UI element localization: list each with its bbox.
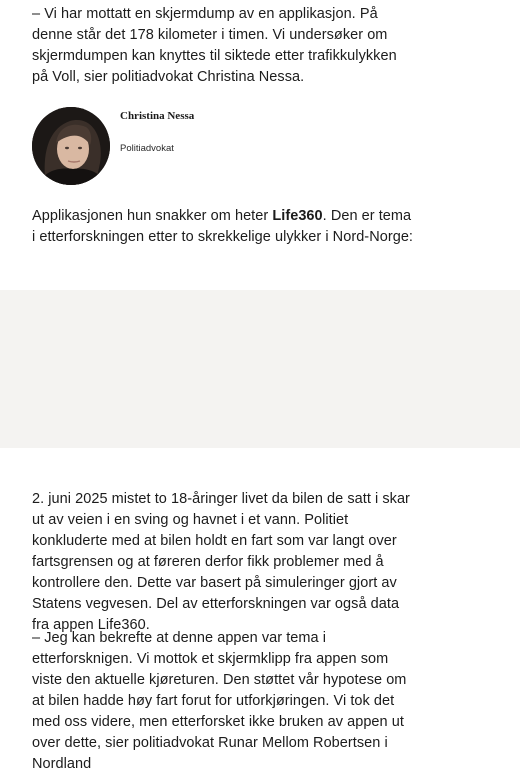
byline-card <box>32 107 416 187</box>
byline-role: Politiadvokat <box>120 143 174 154</box>
avatar <box>32 107 110 185</box>
app-intro-text-before: Applikasjonen hun snakker om heter <box>32 208 273 224</box>
article-paragraph-app-intro <box>32 206 416 248</box>
app-intro-text-after: . Den er tema i etterforskningen etter to skrekkelige ulykker i Nord-Norge: <box>32 208 414 245</box>
article-paragraph-quote-robertsen: – Jeg kan bekrefte at denne appen var tema i etterforsknigen. Vi mottok et skjermklipp fra appen som viste den aktuelle kjøreturen. Den støttet vår hypotese om at bilen hadde høy fart forut for utforkjøringen. Vi tok det med oss videre, men etterforsket ikke bruken av appen ut over dette, sier politiadvokat Runar Mellom Robertsen i Nordland <box>32 630 407 772</box>
byline-name: Christina Nessa <box>120 110 195 122</box>
app-name-highlight: Life360 <box>272 208 323 224</box>
embed-placeholder <box>0 290 520 448</box>
person-portrait-icon <box>32 107 110 185</box>
article-paragraph-accident: 2. juni 2025 mistet to 18-åringer livet da bilen de satt i skar ut av veien i en sving og havnet i et vann. Politiet konkluderte med at bilen holdt en fart som var langt over fartsgrensen og at føreren derfor fikk problemer med å kontrollere den. Dette var basert på simuleringer gjort av Statens vegvesen. Del av etterforskningen var også data fra appen Life360. <box>32 491 410 633</box>
article-paragraph-quote-nessa: – Vi har mottatt en skjermdump av en applikasjon. På denne står det 178 kilometer i timen. Vi undersøker om skjermdumpen kan knyttes til siktede etter trafikkulykken på Voll, sier politiadvokat Christina Nessa. <box>32 6 397 85</box>
